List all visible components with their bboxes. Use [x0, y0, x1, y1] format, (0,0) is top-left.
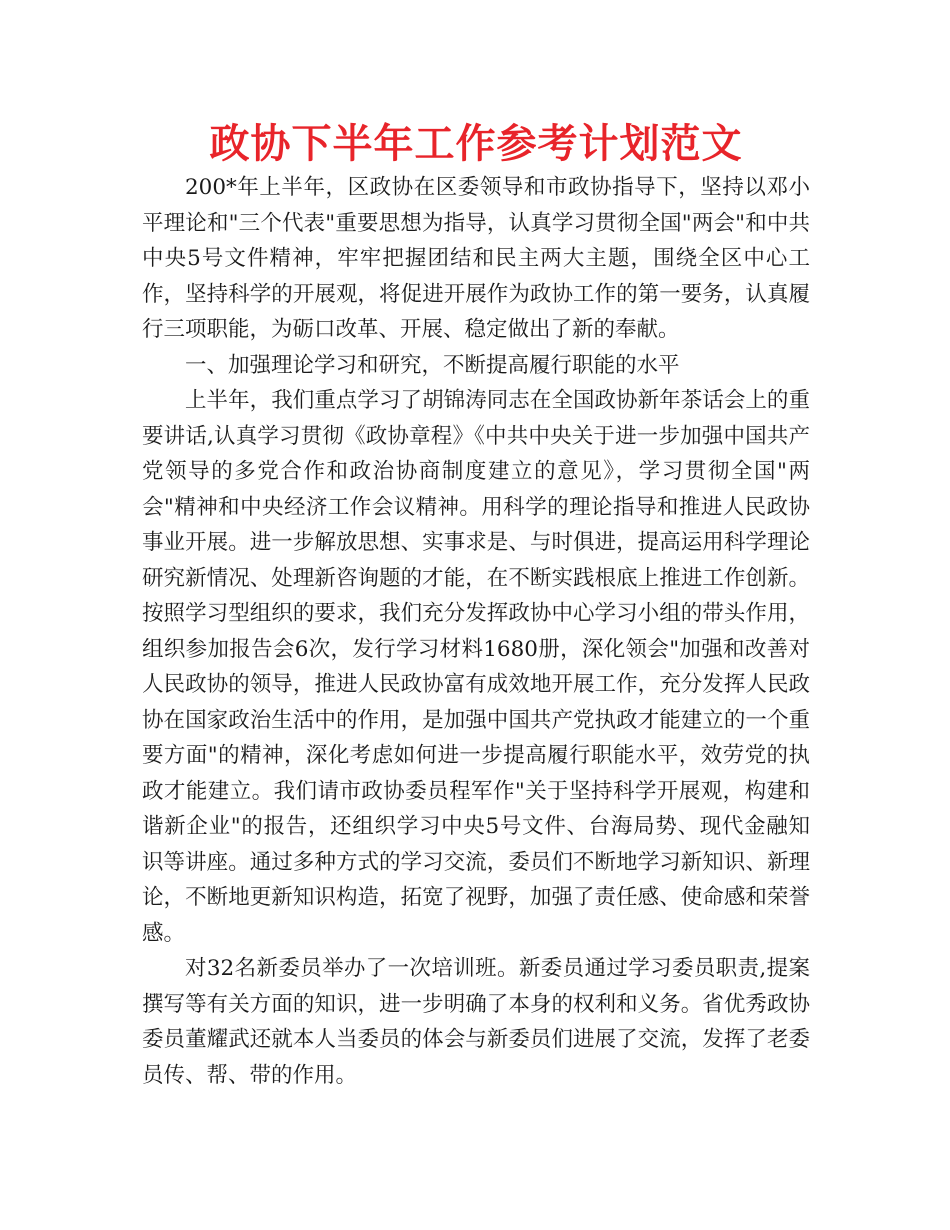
paragraph-study: 上半年，我们重点学习了胡锦涛同志在全国政协新年茶话会上的重要讲话,认真学习贯彻《政协章程》《中共中央关于进一步加强中国共产党领导的多党合作和政治协商制度建立的意见》，学习贯彻全国"两会"精神和中央经济工作会议精神。用科学的理论指导和推进人民政协事业开展。进一步解放思想、实事求是、与时俱进，提高运用科学理论研究新情况、处理新咨询题的才能，在不断实践根底上推进工作创新。按照学习型组织的要求，我们充分发挥政协中心学习小组的带头作用，组织参加报告会6次，发行学习材料1680册，深化领会"加强和改善对人民政协的领导，推进人民政协富有成效地开展工作，充分发挥人民政协在国家政治生活中的作用，是加强中国共产党执政才能建立的一个重要方面"的精神，深化考虑如何进一步提高履行职能水平，效劳党的执政才能建立。我们请市政协委员程军作"关于坚持科学开展观，构建和谐新企业"的报告，还组织学习中央5号文件、台海局势、现代金融知识等讲座。通过多种方式的学习交流，委员们不断地学习新知识、新理论，不断地更新知识构造，拓宽了视野，加强了责任感、使命感和荣誉感。	[142, 388, 810, 946]
document-title: 政协下半年工作参考计划范文	[209, 120, 743, 167]
paragraph-training: 对32名新委员举办了一次培训班。新委员通过学习委员职责,提案撰写等有关方面的知识，进一步明确了本身的权利和义务。省优秀政协委员董耀武还就本人当委员的体会与新委员们进展了交流，发挥了老委员传、帮、带的作用。	[142, 956, 810, 1088]
document-page	[142, 118, 810, 1093]
paragraph-intro: 200*年上半年，区政协在区委领导和市政协指导下，坚持以邓小平理论和"三个代表"重要思想为指导，认真学习贯彻全国"两会"和中共中央5号文件精神，牢牢把握团结和民主两大主题，围绕全区中心工作，坚持科学的开展观，将促进开展作为政协工作的第一要务，认真履行三项职能，为砺口改革、开展、稳定做出了新的奉献。	[142, 175, 810, 342]
document-body	[142, 170, 810, 1093]
section-heading-1: 一、加强理论学习和研究，不断提高履行职能的水平	[185, 352, 680, 378]
